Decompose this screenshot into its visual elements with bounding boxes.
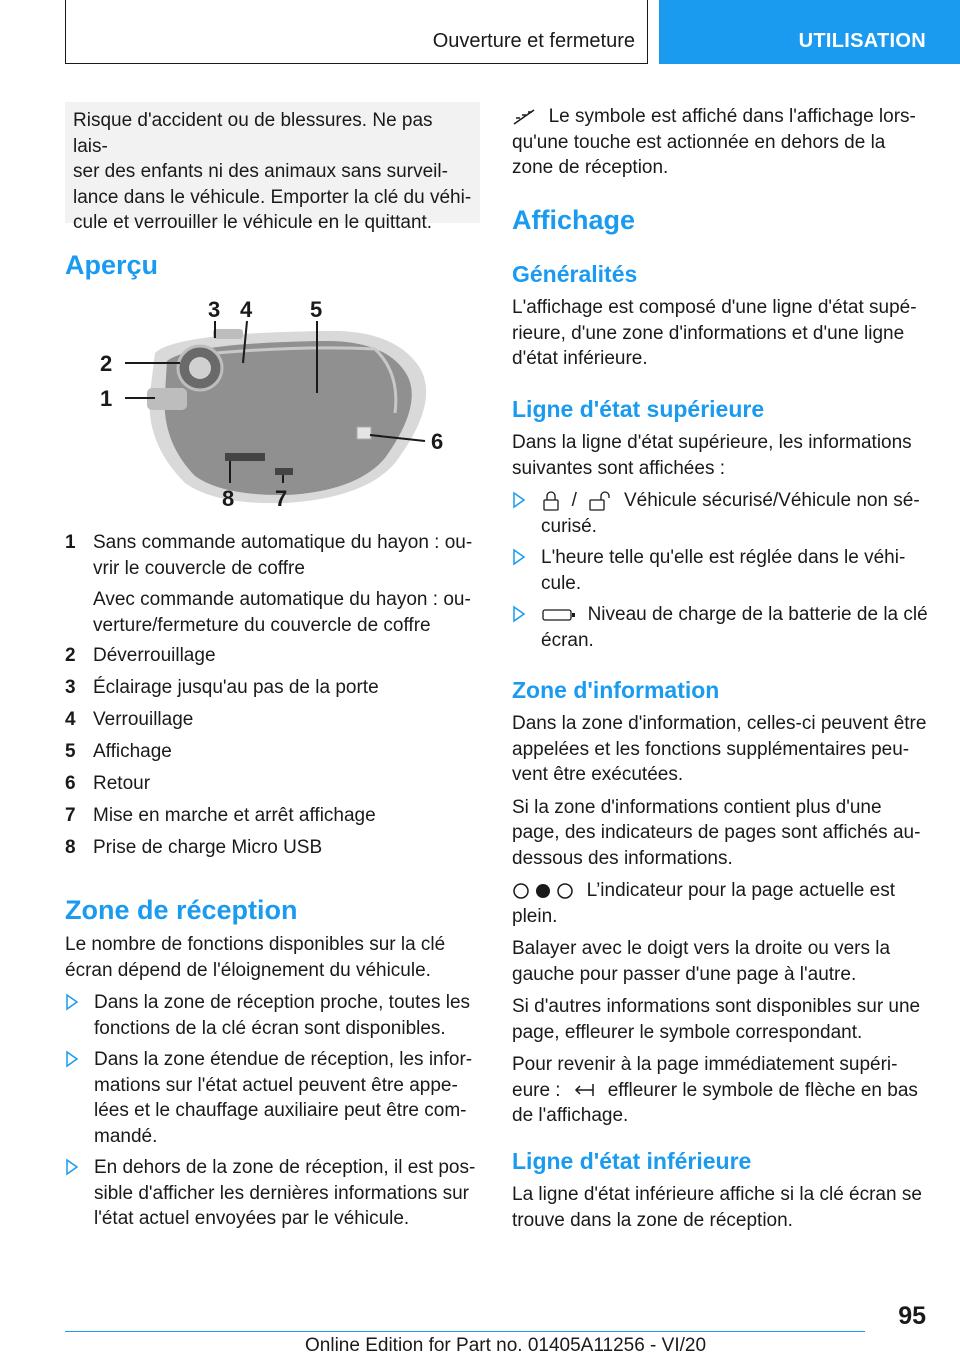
legend-number: 5 <box>65 741 76 762</box>
legend-text: Affichage <box>93 741 172 762</box>
legend-number: 1 <box>65 532 76 553</box>
warning-line: lance dans le véhicule. Emporter la clé du véhi- <box>73 186 472 208</box>
heading-apercu: Aperçu <box>65 250 159 280</box>
zone-reception-intro <box>65 932 480 983</box>
legend-number: 8 <box>65 837 76 858</box>
bullet-text: curisé. <box>541 515 597 537</box>
callout-1: 1 <box>100 386 113 411</box>
heading-ligne-inf: Ligne d'état inférieure <box>512 1148 752 1174</box>
page-number: 95 <box>898 1302 926 1330</box>
triangle-right-outline-icon <box>65 1158 79 1176</box>
legend-number: 7 <box>65 805 76 826</box>
footer-divider <box>65 1331 865 1332</box>
legend-text: Mise en marche et arrêt affichage <box>93 805 376 826</box>
key-illustration <box>95 293 455 518</box>
callout-3: 3 <box>208 297 221 322</box>
paragraph-line: Dans la zone d'information, celles-ci peuvent être <box>512 713 927 734</box>
legend-text: Sans commande automatique du hayon : ou- <box>93 532 473 553</box>
bullet-text: Dans la zone de réception proche, toutes les <box>94 992 471 1013</box>
bullet-text: Dans la zone étendue de réception, les infor- <box>94 1049 473 1070</box>
header-section-box <box>659 0 960 64</box>
bullet-text: cule. <box>541 572 582 594</box>
paragraph-line: dessous des informations. <box>512 847 733 869</box>
legend-text: Éclairage jusqu'au pas de la porte <box>93 677 379 698</box>
section-title: UTILISATION <box>798 30 926 52</box>
legend-text: Prise de charge Micro USB <box>93 837 323 858</box>
bullet-item <box>512 488 930 540</box>
callout-5: 5 <box>310 297 323 322</box>
paragraph-line: Balayer avec le doigt vers la droite ou vers la <box>512 938 891 959</box>
warning-line: Risque d'accident ou de blessures. Ne pas lais- <box>73 110 433 157</box>
zone-info-text <box>512 711 930 1129</box>
paragraph-line: page, des indicateurs de pages sont affichés au- <box>512 822 921 843</box>
callout-8: 8 <box>222 486 235 511</box>
bullet-text: Niveau de charge de la batterie de la clé <box>587 604 928 625</box>
paragraph-line: gauche pour passer d'une page à l'autre. <box>512 963 857 985</box>
paragraph-line: appelées et les fonctions supplémentaires peu- <box>512 738 910 760</box>
paragraph-line: Pour revenir à la page immédiatement supéri- <box>512 1054 898 1075</box>
triangle-right-outline-icon <box>512 491 526 509</box>
return-arrow-icon <box>571 1081 597 1099</box>
legend-text: Avec commande automatique du hayon : ou- <box>93 589 471 610</box>
bullet-text: L'heure telle qu'elle est réglée dans le véhi- <box>541 547 906 568</box>
bullet-item <box>65 1047 480 1151</box>
bullet-item <box>512 545 930 597</box>
battery-icon <box>541 607 577 623</box>
triangle-right-outline-icon <box>65 1050 79 1068</box>
legend-text: Retour <box>93 773 151 794</box>
header-chapter-box <box>65 0 648 64</box>
no-signal-icon <box>512 108 538 126</box>
ligne-sup-intro <box>512 430 930 481</box>
legend-item <box>65 587 480 642</box>
callout-4: 4 <box>240 297 253 322</box>
page-indicator-icon <box>512 882 576 900</box>
paragraph-line: qu'une touche est actionnée en dehors de la <box>512 131 886 153</box>
callout-6: 6 <box>431 429 444 454</box>
paragraph-line: page, effleurer le symbole correspondant. <box>512 1021 863 1043</box>
paragraph-line: L'affichage est composé d'une ligne d'état supé- <box>512 297 917 318</box>
footer-edition: Online Edition for Part no. 01405A11256 - VI/20 <box>305 1335 707 1356</box>
legend-number: 6 <box>65 773 76 794</box>
legend-text: Verrouillage <box>93 709 194 730</box>
legend-text: vrir le couvercle de coffre <box>93 557 305 579</box>
bullet-text: mandé. <box>94 1125 158 1147</box>
triangle-right-outline-icon <box>65 993 79 1011</box>
paragraph-line: Si d'autres informations sont disponibles sur une <box>512 996 921 1017</box>
ligne-inf-text <box>512 1182 930 1233</box>
bullet-text: En dehors de la zone de réception, il est pos- <box>94 1157 476 1178</box>
paragraph-line: eure : <box>512 1079 561 1101</box>
padlock-closed-icon <box>541 491 561 511</box>
heading-generalites: Généralités <box>512 261 638 287</box>
chapter-title: Ouverture et fermeture <box>432 30 635 52</box>
paragraph-line: effleurer le symbole de flèche en bas <box>607 1079 918 1101</box>
bullet-text: écran. <box>541 629 594 651</box>
bullet-item <box>65 990 480 1042</box>
legend-number: 2 <box>65 645 76 666</box>
heading-ligne-sup: Ligne d'état supérieure <box>512 396 765 422</box>
heading-zone-info: Zone d'information <box>512 677 720 703</box>
bullet-text: sible d'afficher les dernières informations sur <box>94 1182 470 1204</box>
bullet-text: l'état actuel envoyées par le véhicule. <box>94 1208 410 1229</box>
warning-box <box>65 102 480 233</box>
bullet-text: fonctions de la clé écran sont disponibles. <box>94 1017 446 1039</box>
paragraph-line: de l'affichage. <box>512 1105 629 1126</box>
triangle-right-outline-icon <box>512 605 526 623</box>
paragraph-line: L’indicateur pour la page actuelle est <box>586 880 895 901</box>
paragraph-line: d'état inférieure. <box>512 348 648 369</box>
generalites-text <box>512 295 930 372</box>
callout-2: 2 <box>100 351 113 376</box>
paragraph-line: suivantes sont affichées : <box>512 457 725 479</box>
legend-number: 3 <box>65 677 76 698</box>
paragraph-line: Si la zone d'informations contient plus d'une <box>512 796 882 818</box>
bullet-item <box>65 1155 480 1233</box>
heading-zone-reception: Zone de réception <box>65 895 298 925</box>
bullet-text: lées et le chauffage auxiliaire peut être com- <box>94 1100 467 1121</box>
separator-slash: / <box>571 490 577 511</box>
paragraph-line: vent être exécutées. <box>512 764 684 785</box>
paragraph-line: Dans la ligne d'état supérieure, les informations <box>512 432 912 453</box>
heading-affichage: Affichage <box>512 205 636 235</box>
legend-number: 4 <box>65 709 76 730</box>
legend-item <box>65 530 480 585</box>
warning-line: cule et verrouiller le véhicule en le quittant. <box>73 212 433 233</box>
triangle-right-outline-icon <box>512 548 526 566</box>
paragraph-line: trouve dans la zone de réception. <box>512 1209 793 1231</box>
paragraph-line: La ligne d'état inférieure affiche si la clé écran se <box>512 1184 922 1205</box>
paragraph-line: Le symbole est affiché dans l'affichage lors- <box>548 106 916 127</box>
paragraph-line: Le nombre de fonctions disponibles sur la clé <box>65 934 446 955</box>
right-intro <box>512 104 930 181</box>
bullet-text: mations sur l'état actuel peuvent être appe- <box>94 1074 458 1096</box>
legend-text: Déverrouillage <box>93 645 216 666</box>
legend-text: verture/fermeture du couvercle de coffre <box>93 614 431 636</box>
paragraph-line: plein. <box>512 905 558 927</box>
bullet-item <box>512 602 930 654</box>
bullet-text: Véhicule sécurisé/Véhicule non sé- <box>623 490 920 511</box>
paragraph-line: zone de réception. <box>512 157 669 178</box>
warning-line: ser des enfants ni des animaux sans surveil- <box>73 161 448 182</box>
paragraph-line: écran dépend de l'éloignement du véhicule. <box>65 959 431 981</box>
callout-7: 7 <box>275 486 288 511</box>
padlock-open-icon <box>587 491 613 511</box>
paragraph-line: rieure, d'une zone d'informations et d'une ligne <box>512 322 905 344</box>
